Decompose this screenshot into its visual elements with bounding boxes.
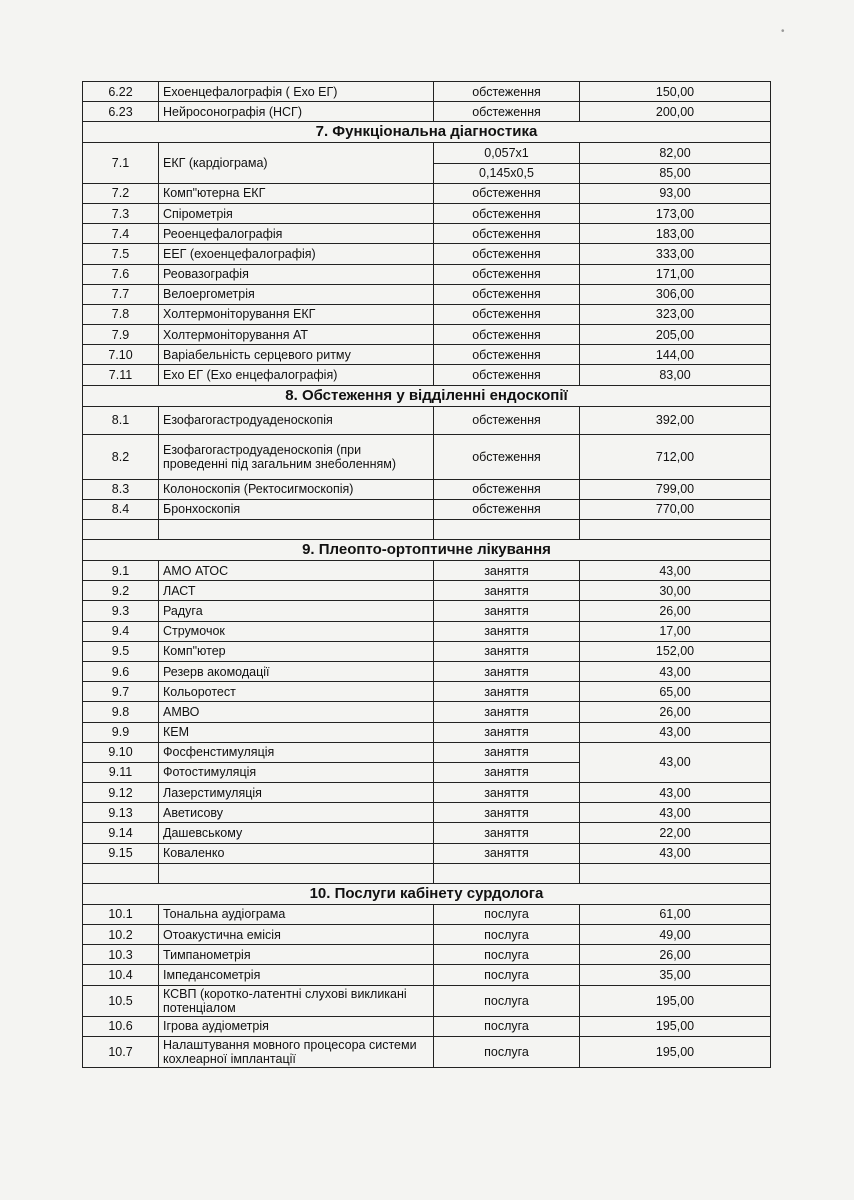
item-price: 43,00 bbox=[580, 661, 771, 681]
item-price: 152,00 bbox=[580, 641, 771, 661]
item-name: Ехоенцефалографія ( Ехо ЕГ) bbox=[159, 82, 434, 102]
table-row bbox=[83, 823, 771, 843]
item-unit: обстеження bbox=[434, 434, 580, 479]
item-name: Тональна аудіограма bbox=[159, 904, 434, 924]
item-number: 10.7 bbox=[83, 1036, 159, 1067]
item-price: 43,00 bbox=[580, 843, 771, 863]
item-number: 9.10 bbox=[83, 742, 159, 762]
item-number: 10.3 bbox=[83, 945, 159, 965]
item-number: 7.5 bbox=[83, 244, 159, 264]
item-unit: обстеження bbox=[434, 203, 580, 223]
table-row bbox=[83, 264, 771, 284]
item-price: 205,00 bbox=[580, 325, 771, 345]
empty-cell bbox=[434, 863, 580, 883]
item-unit: обстеження bbox=[434, 406, 580, 434]
item-number: 8.2 bbox=[83, 434, 159, 479]
item-name: ЕЕГ (ехоенцефалографія) bbox=[159, 244, 434, 264]
item-price: 65,00 bbox=[580, 682, 771, 702]
empty-row bbox=[83, 520, 771, 540]
item-number: 6.23 bbox=[83, 102, 159, 122]
table-row bbox=[83, 682, 771, 702]
empty-cell bbox=[159, 520, 434, 540]
item-name: Тимпанометрія bbox=[159, 945, 434, 965]
item-unit: обстеження bbox=[434, 304, 580, 324]
item-number: 9.11 bbox=[83, 762, 159, 782]
item-price: 392,00 bbox=[580, 406, 771, 434]
item-number: 7.4 bbox=[83, 224, 159, 244]
item-name: Фосфенстимуляція bbox=[159, 742, 434, 762]
table-row bbox=[83, 1036, 771, 1067]
item-price: 200,00 bbox=[580, 102, 771, 122]
item-number: 7.2 bbox=[83, 183, 159, 203]
table-row bbox=[83, 843, 771, 863]
item-number: 7.3 bbox=[83, 203, 159, 223]
item-number: 8.4 bbox=[83, 499, 159, 519]
item-unit: заняття bbox=[434, 641, 580, 661]
item-unit: обстеження bbox=[434, 499, 580, 519]
item-name: Лазерстимуляція bbox=[159, 783, 434, 803]
table-row bbox=[83, 783, 771, 803]
item-number: 10.4 bbox=[83, 965, 159, 985]
item-name: Ігрова аудіометрія bbox=[159, 1016, 434, 1036]
item-price: 35,00 bbox=[580, 965, 771, 985]
item-number: 8.3 bbox=[83, 479, 159, 499]
table-row bbox=[83, 803, 771, 823]
item-number: 10.1 bbox=[83, 904, 159, 924]
item-number: 9.4 bbox=[83, 621, 159, 641]
item-unit: 0,057x1 bbox=[434, 143, 580, 163]
section-title: 9. Плеопто-ортоптичне лікування bbox=[83, 540, 771, 561]
item-number: 9.14 bbox=[83, 823, 159, 843]
item-number: 7.8 bbox=[83, 304, 159, 324]
item-unit: обстеження bbox=[434, 183, 580, 203]
item-price: 61,00 bbox=[580, 904, 771, 924]
item-price: 195,00 bbox=[580, 1016, 771, 1036]
item-name: Отоакустична емісія bbox=[159, 925, 434, 945]
item-name: КЕМ bbox=[159, 722, 434, 742]
item-name: Комп"ютер bbox=[159, 641, 434, 661]
item-name: Фотостимуляція bbox=[159, 762, 434, 782]
table-row bbox=[83, 102, 771, 122]
table-row bbox=[83, 406, 771, 434]
item-name: АМВО bbox=[159, 702, 434, 722]
item-number: 10.6 bbox=[83, 1016, 159, 1036]
item-unit: заняття bbox=[434, 803, 580, 823]
scan-dot: • bbox=[781, 26, 785, 37]
table-row bbox=[83, 581, 771, 601]
item-price: 195,00 bbox=[580, 1036, 771, 1067]
item-price: 183,00 bbox=[580, 224, 771, 244]
item-unit: 0,145x0,5 bbox=[434, 163, 580, 183]
item-price: 770,00 bbox=[580, 499, 771, 519]
item-price: 712,00 bbox=[580, 434, 771, 479]
table-row bbox=[83, 702, 771, 722]
item-number: 7.10 bbox=[83, 345, 159, 365]
item-number: 9.3 bbox=[83, 601, 159, 621]
table-row bbox=[83, 722, 771, 742]
item-name: Резерв акомодації bbox=[159, 661, 434, 681]
item-unit: обстеження bbox=[434, 365, 580, 385]
table-row bbox=[83, 183, 771, 203]
item-price: 799,00 bbox=[580, 479, 771, 499]
item-name: АМО АТОС bbox=[159, 561, 434, 581]
item-number: 9.5 bbox=[83, 641, 159, 661]
item-price: 333,00 bbox=[580, 244, 771, 264]
item-unit: заняття bbox=[434, 823, 580, 843]
item-name: Кольоротест bbox=[159, 682, 434, 702]
table-row bbox=[83, 365, 771, 385]
item-price: 171,00 bbox=[580, 264, 771, 284]
item-name: ЕКГ (кардіограма) bbox=[159, 143, 434, 183]
item-name: Реовазографія bbox=[159, 264, 434, 284]
item-price: 26,00 bbox=[580, 702, 771, 722]
item-price: 22,00 bbox=[580, 823, 771, 843]
empty-cell bbox=[580, 520, 771, 540]
table-row bbox=[83, 985, 771, 1016]
item-number: 9.8 bbox=[83, 702, 159, 722]
table-row bbox=[83, 82, 771, 102]
item-number: 9.2 bbox=[83, 581, 159, 601]
item-unit: обстеження bbox=[434, 102, 580, 122]
item-unit: обстеження bbox=[434, 325, 580, 345]
table-row bbox=[83, 325, 771, 345]
item-price: 195,00 bbox=[580, 985, 771, 1016]
item-price: 173,00 bbox=[580, 203, 771, 223]
section-header-row bbox=[83, 122, 771, 143]
item-price: 323,00 bbox=[580, 304, 771, 324]
table-row bbox=[83, 479, 771, 499]
price-table-body bbox=[83, 82, 771, 1068]
item-unit: обстеження bbox=[434, 264, 580, 284]
table-row bbox=[83, 925, 771, 945]
table-row bbox=[83, 244, 771, 264]
item-name: Нейросонографія (НСГ) bbox=[159, 102, 434, 122]
item-price: 150,00 bbox=[580, 82, 771, 102]
table-row bbox=[83, 904, 771, 924]
item-name: Бронхоскопія bbox=[159, 499, 434, 519]
table-row bbox=[83, 345, 771, 365]
table-row bbox=[83, 561, 771, 581]
item-unit: заняття bbox=[434, 722, 580, 742]
item-name: Аветисову bbox=[159, 803, 434, 823]
item-name: Коваленко bbox=[159, 843, 434, 863]
empty-row bbox=[83, 863, 771, 883]
item-unit: заняття bbox=[434, 742, 580, 762]
item-name: Реоенцефалографія bbox=[159, 224, 434, 244]
item-unit: обстеження bbox=[434, 224, 580, 244]
table-row bbox=[83, 224, 771, 244]
item-unit: обстеження bbox=[434, 82, 580, 102]
item-unit: заняття bbox=[434, 682, 580, 702]
item-name: Дашевському bbox=[159, 823, 434, 843]
item-unit: послуга bbox=[434, 904, 580, 924]
table-row bbox=[83, 499, 771, 519]
table-row bbox=[83, 284, 771, 304]
item-name: Струмочок bbox=[159, 621, 434, 641]
section-header-row bbox=[83, 883, 771, 904]
section-title: 10. Послуги кабінету сурдолога bbox=[83, 883, 771, 904]
item-price: 26,00 bbox=[580, 601, 771, 621]
item-price: 85,00 bbox=[580, 163, 771, 183]
item-unit: заняття bbox=[434, 661, 580, 681]
item-unit: заняття bbox=[434, 702, 580, 722]
item-unit: послуга bbox=[434, 1036, 580, 1067]
item-name: Колоноскопія (Ректосигмоскопія) bbox=[159, 479, 434, 499]
item-number: 9.15 bbox=[83, 843, 159, 863]
table-row bbox=[83, 1016, 771, 1036]
item-number: 7.1 bbox=[83, 143, 159, 183]
item-unit: заняття bbox=[434, 843, 580, 863]
item-price: 43,00 bbox=[580, 803, 771, 823]
section-header-row bbox=[83, 385, 771, 406]
item-number: 7.6 bbox=[83, 264, 159, 284]
item-price: 144,00 bbox=[580, 345, 771, 365]
item-price: 43,00 bbox=[580, 561, 771, 581]
table-row bbox=[83, 661, 771, 681]
empty-cell bbox=[159, 863, 434, 883]
item-number: 9.12 bbox=[83, 783, 159, 803]
item-name: Комп"ютерна ЕКГ bbox=[159, 183, 434, 203]
item-price: 93,00 bbox=[580, 183, 771, 203]
item-unit: заняття bbox=[434, 561, 580, 581]
item-name: Ехо ЕГ (Ехо енцефалографія) bbox=[159, 365, 434, 385]
item-unit: послуга bbox=[434, 925, 580, 945]
item-name: ЛАСТ bbox=[159, 581, 434, 601]
item-price: 83,00 bbox=[580, 365, 771, 385]
item-name: Велоергометрія bbox=[159, 284, 434, 304]
item-number: 9.9 bbox=[83, 722, 159, 742]
item-number: 9.13 bbox=[83, 803, 159, 823]
item-name: Холтермоніторування АТ bbox=[159, 325, 434, 345]
item-price: 30,00 bbox=[580, 581, 771, 601]
table-row bbox=[83, 742, 771, 762]
item-name: Імпедансометрія bbox=[159, 965, 434, 985]
item-name: Налаштування мовного процесора системи кохлеарної імплантації bbox=[159, 1036, 434, 1067]
item-number: 7.11 bbox=[83, 365, 159, 385]
item-name: Езофагогастродуаденоскопія bbox=[159, 406, 434, 434]
item-unit: заняття bbox=[434, 762, 580, 782]
empty-cell bbox=[83, 520, 159, 540]
item-unit: заняття bbox=[434, 621, 580, 641]
item-number: 9.1 bbox=[83, 561, 159, 581]
item-name: КСВП (коротко-латентні слухові викликані потенціалом bbox=[159, 985, 434, 1016]
item-unit: послуга bbox=[434, 965, 580, 985]
table-row bbox=[83, 945, 771, 965]
table-row bbox=[83, 304, 771, 324]
section-header-row bbox=[83, 540, 771, 561]
item-number: 9.7 bbox=[83, 682, 159, 702]
item-unit: послуга bbox=[434, 1016, 580, 1036]
empty-cell bbox=[83, 863, 159, 883]
item-unit: обстеження bbox=[434, 284, 580, 304]
table-row bbox=[83, 143, 771, 163]
price-table bbox=[82, 81, 771, 1068]
table-row bbox=[83, 641, 771, 661]
item-price: 49,00 bbox=[580, 925, 771, 945]
empty-cell bbox=[434, 520, 580, 540]
item-price: 43,00 bbox=[580, 722, 771, 742]
item-unit: послуга bbox=[434, 945, 580, 965]
item-price: 82,00 bbox=[580, 143, 771, 163]
item-number: 6.22 bbox=[83, 82, 159, 102]
item-name: Варіабельність серцевого ритму bbox=[159, 345, 434, 365]
item-name: Холтермоніторування ЕКГ bbox=[159, 304, 434, 324]
item-price: 43,00 bbox=[580, 783, 771, 803]
item-unit: послуга bbox=[434, 985, 580, 1016]
item-unit: обстеження bbox=[434, 479, 580, 499]
item-unit: заняття bbox=[434, 601, 580, 621]
table-row bbox=[83, 621, 771, 641]
section-title: 8. Обстеження у відділенні ендоскопії bbox=[83, 385, 771, 406]
item-name: Езофагогастродуаденоскопія (при проведенні під загальним знеболенням) bbox=[159, 434, 434, 479]
table-row bbox=[83, 965, 771, 985]
item-number: 10.2 bbox=[83, 925, 159, 945]
item-unit: обстеження bbox=[434, 244, 580, 264]
table-row bbox=[83, 601, 771, 621]
item-number: 7.9 bbox=[83, 325, 159, 345]
item-price: 17,00 bbox=[580, 621, 771, 641]
item-price: 306,00 bbox=[580, 284, 771, 304]
empty-cell bbox=[580, 863, 771, 883]
item-unit: обстеження bbox=[434, 345, 580, 365]
item-number: 10.5 bbox=[83, 985, 159, 1016]
table-row bbox=[83, 434, 771, 479]
section-title: 7. Функціональна діагностика bbox=[83, 122, 771, 143]
item-number: 9.6 bbox=[83, 661, 159, 681]
item-price: 43,00 bbox=[580, 742, 771, 782]
item-price: 26,00 bbox=[580, 945, 771, 965]
item-name: Радуга bbox=[159, 601, 434, 621]
table-row bbox=[83, 203, 771, 223]
item-unit: заняття bbox=[434, 783, 580, 803]
item-name: Спірометрія bbox=[159, 203, 434, 223]
item-number: 7.7 bbox=[83, 284, 159, 304]
item-unit: заняття bbox=[434, 581, 580, 601]
item-number: 8.1 bbox=[83, 406, 159, 434]
